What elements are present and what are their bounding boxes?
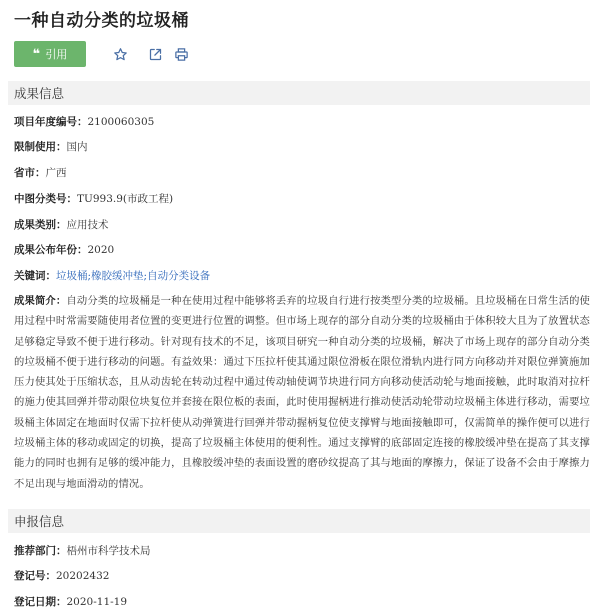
star-icon[interactable] bbox=[111, 45, 129, 63]
province-label: 省市： bbox=[14, 167, 46, 179]
info-row-restriction bbox=[14, 139, 88, 154]
reg-date-value: 2020-11-19 bbox=[66, 596, 128, 608]
dept-label: 推荐部门： bbox=[14, 545, 67, 557]
share-icon[interactable] bbox=[146, 45, 164, 63]
section-header-result: 成果信息 bbox=[8, 81, 590, 105]
page-title: 一种自动分类的垃圾桶 bbox=[14, 11, 189, 31]
keyword-link[interactable]: 垃圾桶 bbox=[56, 270, 88, 282]
info-row-clc bbox=[14, 191, 173, 206]
quote-icon: ❝ bbox=[32, 46, 41, 62]
info-row-reg-date bbox=[14, 594, 127, 609]
keyword-link[interactable]: 自动分类设备 bbox=[147, 270, 211, 282]
info-row-keywords bbox=[14, 268, 210, 283]
province-value: 广西 bbox=[45, 167, 67, 179]
abstract-label: 成果简介： bbox=[14, 295, 67, 307]
info-row-year bbox=[14, 242, 114, 257]
print-icon[interactable] bbox=[172, 45, 190, 63]
reg-date-label: 登记日期： bbox=[14, 596, 67, 608]
year-label: 成果公布年份： bbox=[14, 244, 88, 256]
toolbar bbox=[14, 41, 190, 67]
year-value: 2020 bbox=[87, 244, 115, 256]
abstract-paragraph bbox=[14, 291, 590, 494]
keyword-separator: ; bbox=[143, 270, 148, 282]
year-id-label: 项目年度编号： bbox=[14, 116, 88, 128]
cite-button[interactable] bbox=[14, 41, 86, 67]
keyword-separator: ; bbox=[87, 270, 92, 282]
abstract-text: 自动分类的垃圾桶是一种在使用过程中能够将丢弃的垃圾自行进行按类型分类的垃圾桶。且垃圾桶在日常生活的使用过程中时常需要随使用者位置的变更进行位置的调整。但市场上现存的部分自动分类的垃圾桶由于体积较大且为了放置状态足够稳定导致不便于进行移动。针对现有技术的不足，该项目研究一种自动分类的垃圾桶，解决了市场上现存的部分自动分类的垃圾桶不便于进行移动的问题。有益效果：通过下压拉杆使其通过限位滑板在限位滑轨内进行同方向移动并对限位弹簧施加压力使其处于压缩状态，且从动齿轮在转动过程中通过传动轴使调节块进行同方向移动使活动轮与地面接触，此时取消对拉杆的施力使其回弹并带动限位块复位并套接在限位板的表面，此时使用握柄进行推动使活动轮带动垃圾桶主体进行移动，需要垃圾桶主体固定在地面时仅需下拉杆使从动弹簧进行回弹并带动握柄复位使支撑臂与地面接触即可，仅需简单的操作便可以进行垃圾桶主体的移动或固定的切换，提高了垃圾桶主体使用的便利性。通过支撑臂的底部固定连接的橡胶缓冲垫在提高了其支撑能力的同时也拥有足够的缓冲能力，且橡胶缓冲垫的表面设置的磨砂纹提高了其与地面的摩擦力，保证了设备不会由于摩擦力不足出现与地面滑动的情况。 bbox=[14, 295, 591, 490]
info-row-year-id bbox=[14, 114, 154, 129]
clc-value: TU993.9(市政工程) bbox=[77, 193, 174, 205]
restriction-label: 限制使用： bbox=[14, 141, 67, 153]
dept-value: 梧州市科学技术局 bbox=[66, 545, 151, 557]
keyword-link[interactable]: 橡胶缓冲垫 bbox=[91, 270, 144, 282]
restriction-value: 国内 bbox=[66, 141, 88, 153]
year-id-value: 2100060305 bbox=[87, 116, 155, 128]
keywords-label: 关键词： bbox=[14, 270, 56, 282]
info-row-province bbox=[14, 165, 67, 180]
reg-no-value: 20202432 bbox=[56, 570, 110, 582]
category-label: 成果类别： bbox=[14, 219, 67, 231]
info-row-category bbox=[14, 217, 109, 232]
reg-no-label: 登记号： bbox=[14, 570, 56, 582]
cite-button-label: 引用 bbox=[45, 48, 68, 61]
section-header-report: 申报信息 bbox=[8, 509, 590, 533]
info-row-reg-no bbox=[14, 568, 109, 583]
category-value: 应用技术 bbox=[66, 219, 109, 231]
info-row-dept bbox=[14, 543, 151, 558]
clc-label: 中图分类号： bbox=[14, 193, 77, 205]
